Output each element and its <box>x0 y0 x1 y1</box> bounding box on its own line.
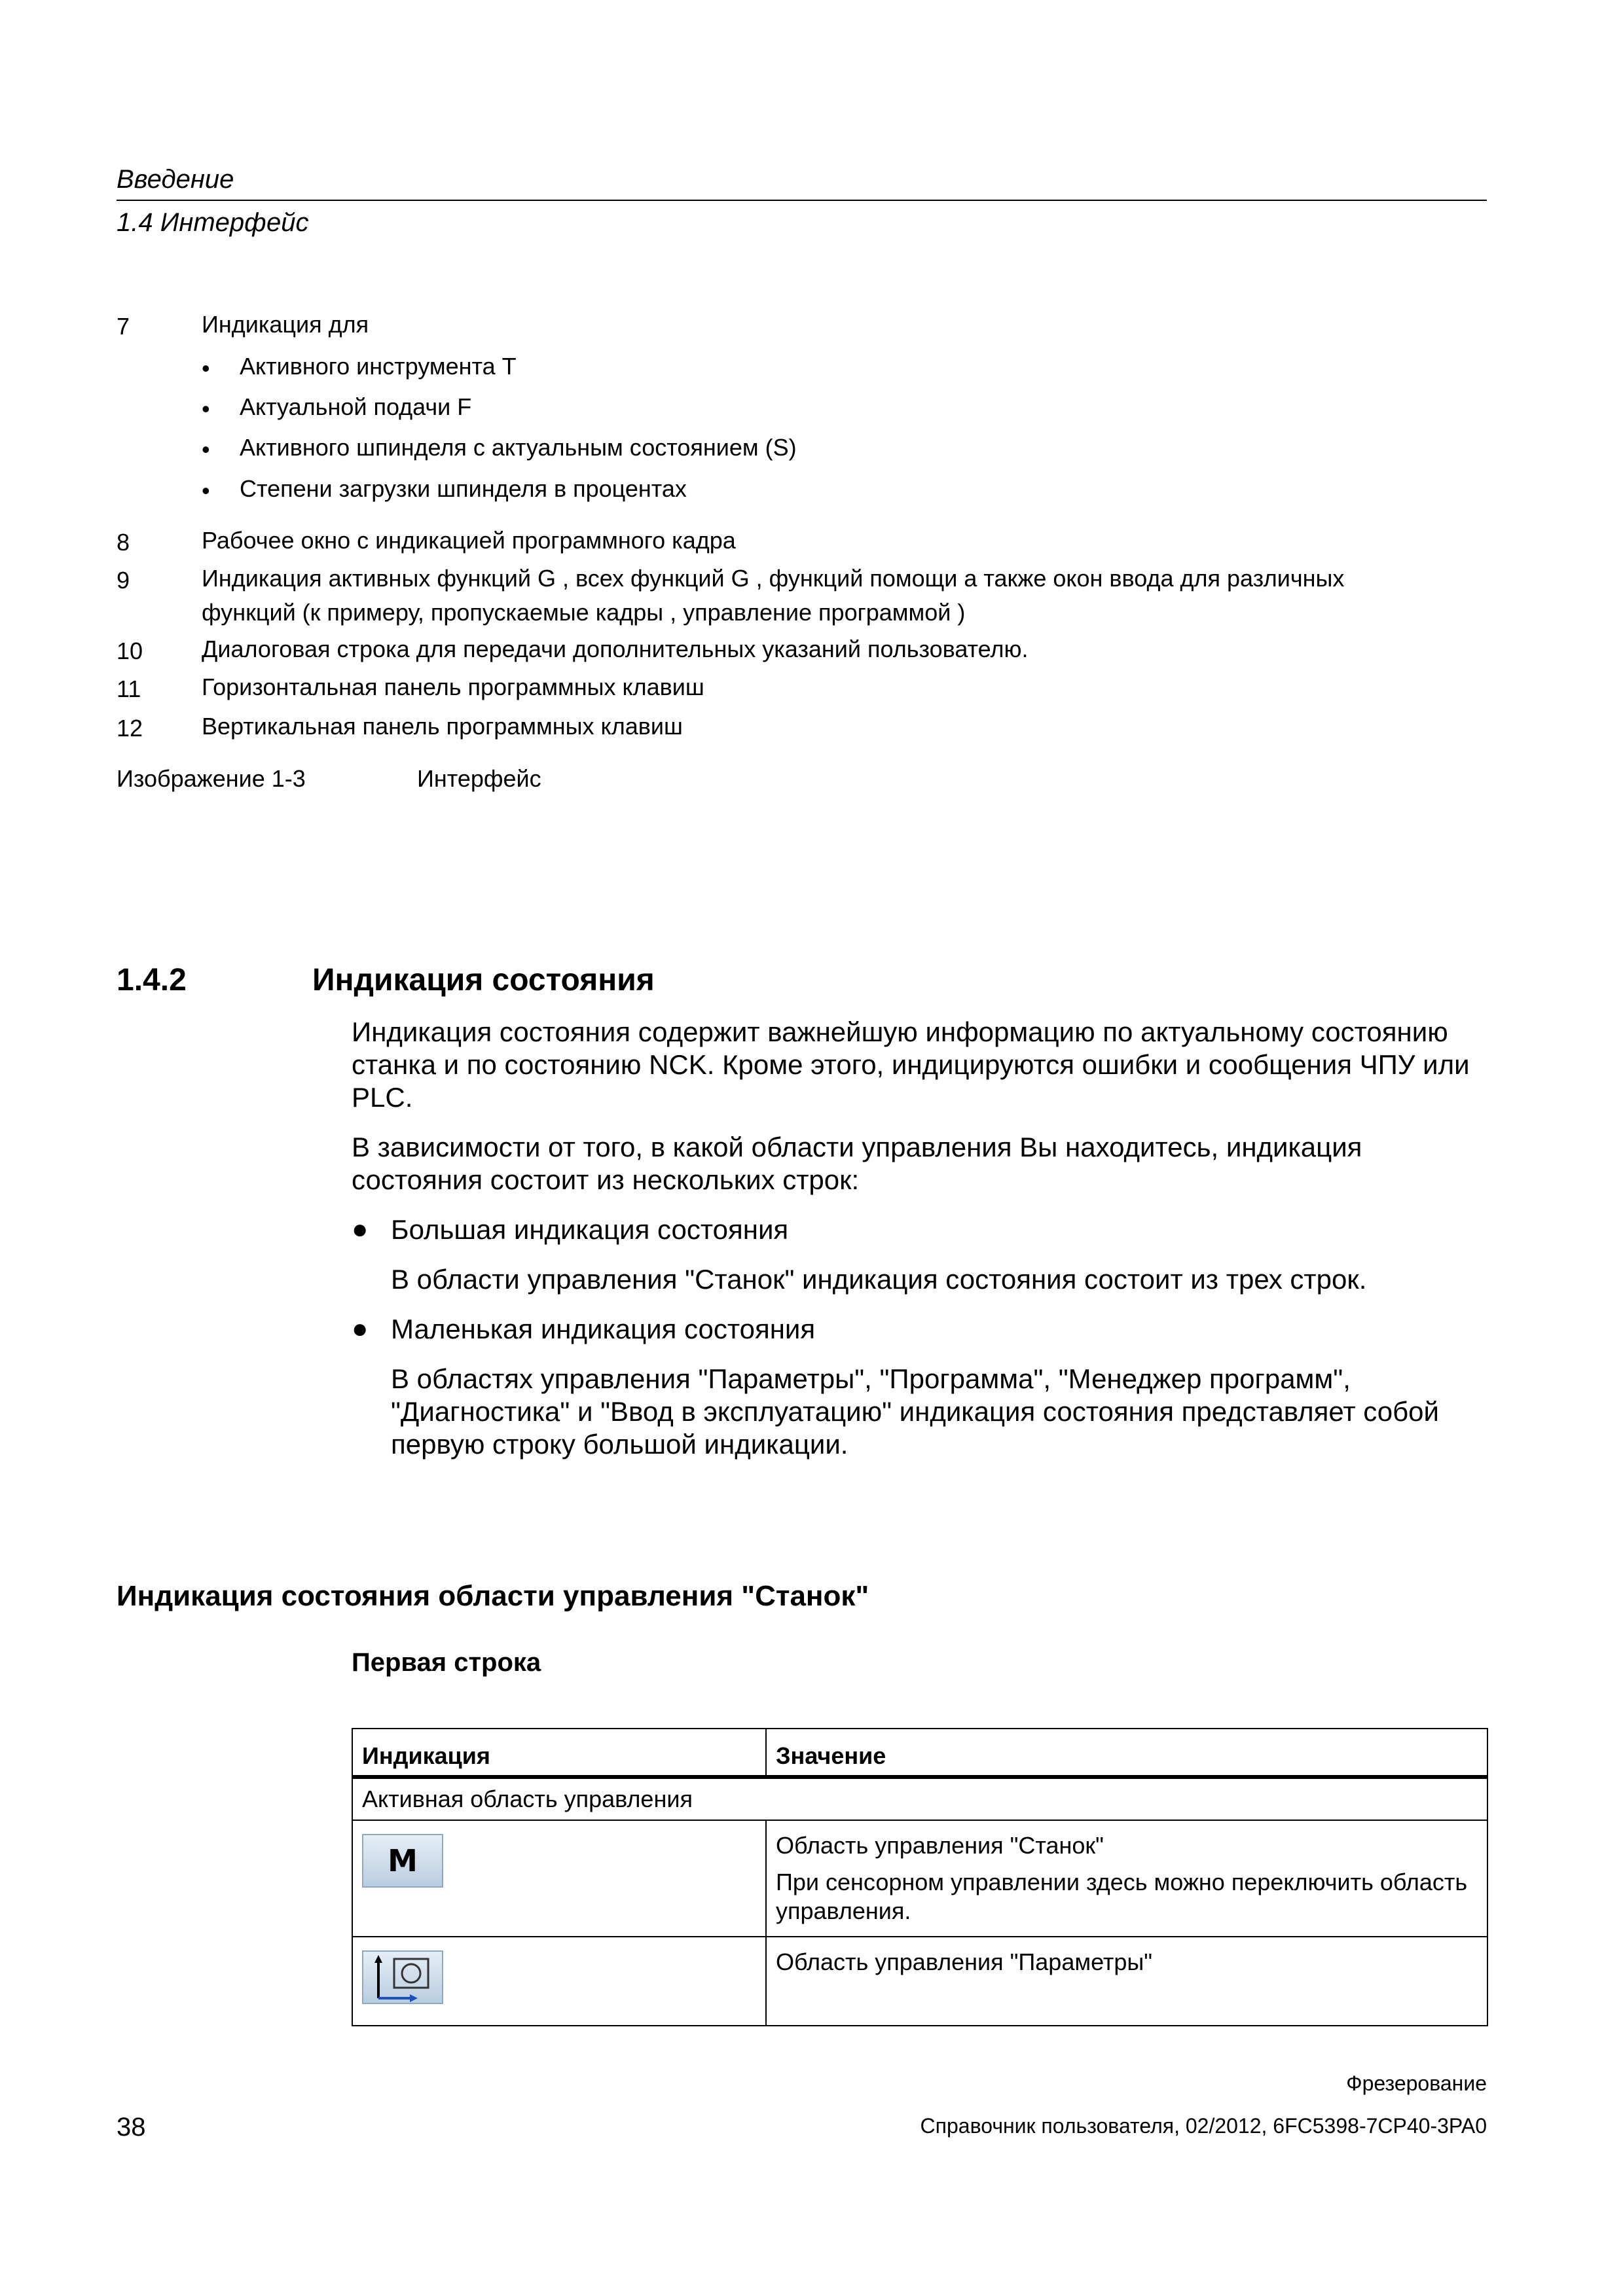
table-group-row <box>352 1777 1487 1820</box>
table-row <box>352 1820 1487 1937</box>
axes-circle-icon <box>367 1952 439 2002</box>
legend-number-10: 10 <box>117 637 143 664</box>
footer-doc-info: Справочник пользователя, 02/2012, 6FC5398-7CP40-3PA0 <box>920 2114 1487 2138</box>
section-header: 1.4 Интерфейс <box>117 208 309 237</box>
subsection-subtitle: Первая строка <box>352 1648 541 1677</box>
legend-item-9-line-2: функций (к примеру, пропускаемые кадры , управление программой ) <box>202 599 966 626</box>
table-cell-meaning-note: При сенсорном управлении здесь можно переключить область управления. <box>776 1869 1468 1924</box>
table-header-row <box>352 1729 1487 1777</box>
figure-caption-title: Интерфейс <box>417 765 541 792</box>
parameters-area-axes-icon <box>362 1950 443 2004</box>
table-cell-meaning: Область управления "Станок" <box>776 1832 1104 1859</box>
legend-item-11: Горизонтальная панель программных клавиш <box>202 673 704 700</box>
footer-doc-title: Фрезерование <box>1346 2072 1487 2095</box>
section-paragraph-2-line-1: В зависимости от того, в какой области управления Вы находитесь, индикация <box>352 1132 1362 1162</box>
large-status-display-title: Большая индикация состояния <box>391 1214 789 1245</box>
section-paragraph-1-line-3: PLC. <box>352 1082 413 1113</box>
section-paragraph-1-line-2: станка и по состоянию NCK. Кроме этого, индицируются ошибки и сообщения ЧПУ или <box>352 1049 1470 1080</box>
legend-number-12: 12 <box>117 715 143 742</box>
legend-number-11: 11 <box>117 675 141 702</box>
machine-area-m-icon <box>362 1834 443 1888</box>
legend-item-10: Диалоговая строка для передачи дополнительных указаний пользователю. <box>202 636 1029 662</box>
legend-number-7: 7 <box>117 313 130 340</box>
large-status-display-desc: В области управления "Станок" индикация состояния состоит из трех строк. <box>391 1264 1367 1295</box>
small-status-display-desc-line-1: В областях управления "Параметры", "Программа", "Менеджер программ", <box>391 1363 1351 1394</box>
subsection-title: Индикация состояния области управления "Станок" <box>117 1580 869 1612</box>
section-title: Индикация состояния <box>312 963 655 997</box>
legend-number-8: 8 <box>117 529 130 556</box>
legend-item-7-bullet-3: Активного шпинделя с актуальным состоянием (S) <box>240 434 797 461</box>
bullet-icon: ● <box>352 1213 369 1244</box>
table-row <box>352 1937 1487 2026</box>
bullet-icon: • <box>202 395 210 422</box>
legend-item-9-line-1: Индикация активных функций G , всех функций G , функций помощи а также окон ввода для различных <box>202 565 1345 592</box>
page-number: 38 <box>117 2113 146 2142</box>
header-rule <box>117 200 1487 201</box>
legend-item-7-bullet-1: Активного инструмента T <box>240 353 517 380</box>
table-header-display: Индикация <box>352 1729 766 1777</box>
legend-item-7-label: Индикация для <box>202 311 369 338</box>
machine-area-m-letter: M <box>388 1843 418 1878</box>
bullet-icon: • <box>202 436 210 463</box>
small-status-display-title: Маленькая индикация состояния <box>391 1314 816 1344</box>
table-header-meaning: Значение <box>766 1729 1487 1777</box>
chapter-header: Введение <box>117 165 234 194</box>
figure-caption-label: Изображение 1-3 <box>117 765 306 792</box>
status-display-table <box>352 1728 1488 2026</box>
section-paragraph-2-line-2: состояния состоит из нескольких строк: <box>352 1164 860 1195</box>
legend-item-7-bullet-4: Степени загрузки шпинделя в процентах <box>240 475 687 502</box>
small-status-display-desc-line-3: первую строку большой индикации. <box>391 1429 848 1460</box>
legend-number-9: 9 <box>117 567 130 594</box>
legend-item-8: Рабочее окно с индикацией программного кадра <box>202 527 736 554</box>
section-number: 1.4.2 <box>117 963 187 997</box>
section-paragraph-1-line-1: Индикация состояния содержит важнейшую информацию по актуальному состоянию <box>352 1016 1448 1047</box>
bullet-icon: • <box>202 355 210 382</box>
legend-item-12: Вертикальная панель программных клавиш <box>202 713 683 740</box>
table-group-label: Активная область управления <box>352 1777 1487 1820</box>
bullet-icon: • <box>202 477 210 504</box>
bullet-icon: ● <box>352 1313 369 1344</box>
legend-item-7-bullet-2: Актуальной подачи F <box>240 393 472 420</box>
table-cell-meaning: Область управления "Параметры" <box>776 1948 1153 1975</box>
small-status-display-desc-line-2: "Диагностика" и "Ввод в эксплуатацию" индикация состояния представляет собой <box>391 1396 1439 1427</box>
